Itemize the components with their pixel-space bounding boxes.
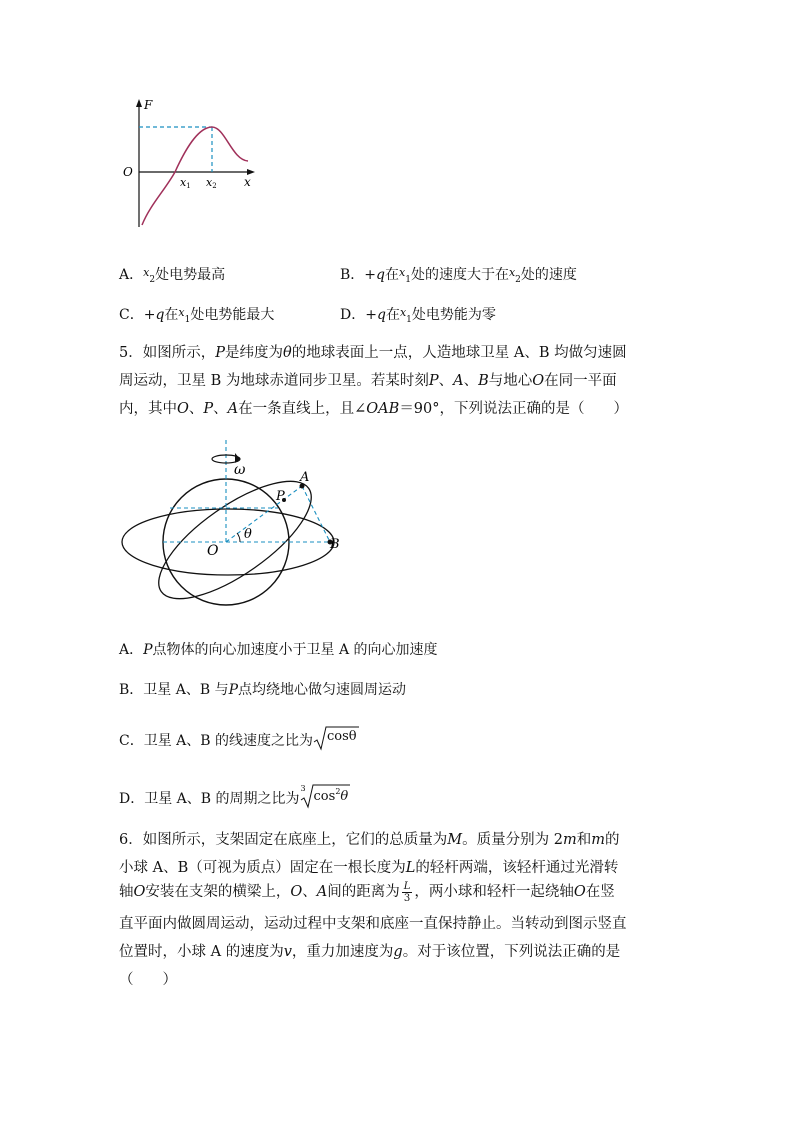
q5-option-a[interactable]: A．P点物体的向心加速度小于卫星 A 的向心加速度 [119,642,438,658]
omega-label: ω [234,462,246,478]
q6-line-6: （ ） [119,972,177,988]
p-label: P [276,489,285,504]
theta-arc [237,533,240,542]
q4-option-c[interactable]: C．+q在$^x_1$处电势能最大 [119,306,275,325]
cube-root-expression [300,783,350,809]
origin-label: O [123,165,133,179]
fraction-l-over-3: $\frac{L}{3}$ [403,880,411,904]
x1-label: x1 [180,176,191,190]
x-axis-label: x [244,175,251,189]
q4-option-b[interactable]: B．+q在$^x_1$处的速度大于在$^x_2$处的速度 [340,266,577,285]
q6-line-4: 直平面内做圆周运动，运动过程中支架和底座一直保持静止。当转动到图示竖直 [119,916,627,932]
b-label: B [330,537,340,552]
q6-line-1: 6．如图所示，支架固定在底座上，它们的总质量为M。质量分别为 2m和m的 [119,832,620,848]
q5-option-b[interactable]: B．卫星 A、B 与P点均绕地心做匀速圆周运动 [119,682,407,698]
q5-line-3: 内，其中O、P、A在一条直线上，且∠OAB＝90°，下列说法正确的是（ ） [119,401,629,417]
q6-line-3: 轴O安装在支架的横梁上，O、A间的距离为 $\frac{L}{3}$ ，两小球和轻杆一起绕轴O在竖 [119,880,615,904]
q6-stem-cont [119,910,627,994]
q5-stem [119,339,628,423]
q5-line-1: 5．如图所示，P是纬度为θ的地球表面上一点，人造地球卫星 A、B 均做匀速圆 [119,345,627,361]
q4-option-d[interactable]: D．+q在$^x_1$处电势能为零 [340,306,496,325]
sqrt-radicand: cosθ [327,729,357,744]
q4-option-a[interactable]: A．$^x_2$处电势最高 [119,266,226,285]
theta-label: θ [244,527,252,542]
root-radicand: $\cos^2\theta$ [313,787,349,804]
q6-line-2: 小球 A、B（可视为质点）固定在一根长度为L的轻杆两端，该轻杆通过光滑转 [119,860,619,876]
y-axis-label: F [144,98,153,112]
root-index: 3 [300,784,306,793]
a-label: A [300,470,310,485]
q6-stem [119,826,619,882]
x2-label: x2 [206,176,217,190]
q5-line-2: 周运动，卫星 B 为地球赤道同步卫星。若某时刻P、A、B与地心O在同一平面 [119,373,617,389]
q6-line-5: 位置时，小球 A 的速度为v，重力加速度为g。对于该位置，下列说法正确的是 [119,944,621,960]
q5-option-d[interactable]: D．卫星 A、B 的周期之比为 3 $\cos^2\theta$ [119,784,349,807]
o-label: O [207,543,219,559]
q5-option-c[interactable]: C．卫星 A、B 的线速度之比为 cosθ [119,722,359,751]
force-curve [142,127,248,225]
force-position-graph [120,95,260,235]
y-axis-arrow [136,99,142,107]
sqrt-expression [313,725,359,751]
earth-satellite-figure [118,432,363,612]
